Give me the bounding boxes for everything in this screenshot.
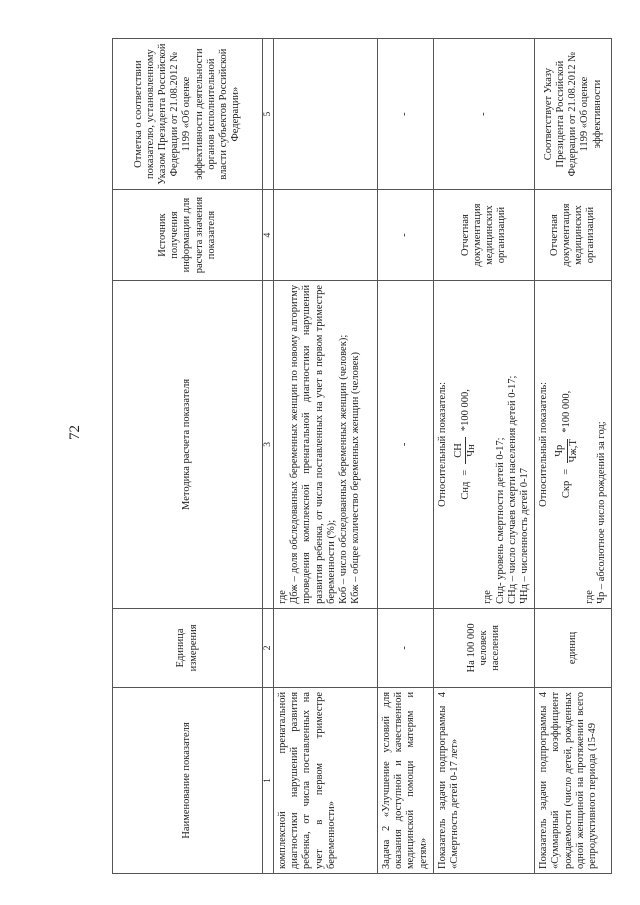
row1-unit <box>274 608 378 687</box>
row3-mark: - <box>433 39 534 190</box>
row4-multiplier: *100 000, <box>561 390 573 433</box>
row4-denominator: Чж,Т <box>567 439 579 463</box>
col-number-4: 4 <box>263 190 274 281</box>
row4-fraction <box>554 439 579 463</box>
row1-name: комплексной пренатальной диагностики нарушений развития ребенка, от числа поставленных на учет в первом триместре беременности» <box>274 687 378 873</box>
header-indicator-name: Наименование показателя <box>113 687 263 873</box>
row4-lhs: Скр <box>561 480 573 499</box>
row3-numerator: СН <box>453 437 466 464</box>
row3-source: Отчетная документация медицинских организаций <box>433 190 534 281</box>
row3-lhs: Снд <box>459 481 471 500</box>
row3-name: Показатель задачи подпрограммы 4 «Смертность детей 0-17 лет» <box>433 687 534 873</box>
row4-caption: Относительный показатель: <box>538 381 550 507</box>
row1-def-1: Дбж – доля обследованных беременных женщин по новому алгоритму проведения комплексной пренатальной диагностики нарушений развития ребенка, от числа поставленных на учет в первом триместре беременности (%); <box>289 284 337 604</box>
header-source: Источник получения информации для расчета значения показателя <box>113 190 263 281</box>
row3-unit: На 100 000 человек населения <box>433 608 534 687</box>
row3-formula <box>453 285 478 604</box>
row3-caption: Относительный показатель: <box>436 381 448 507</box>
row3-def-1: Снд- уровень смертности детей 0-17; <box>494 437 506 604</box>
row4-gde: где <box>583 590 595 604</box>
header-unit: Единица измерения <box>113 608 263 687</box>
row1-mark <box>274 39 378 190</box>
col-number-3: 3 <box>263 280 274 608</box>
row1-def-3: Кбж – общее количество беременных женщин (человек) <box>350 351 362 604</box>
page-number: 72 <box>67 425 83 440</box>
row3-def-2: СНд – число случаев смерти населения детей 0-17; <box>506 375 518 604</box>
row4-def-1: Чр – абсолютное число рождений за год; <box>596 421 608 604</box>
row3-multiplier: *100 000, <box>459 389 471 432</box>
row3-method <box>433 280 534 608</box>
row3-def-3: ЧНд – численность детей 0-17 <box>519 467 531 604</box>
table-row <box>535 39 612 874</box>
row4-numerator: Чр <box>554 439 567 463</box>
col-number-5: 5 <box>263 39 274 190</box>
row1-gde: где <box>277 590 288 604</box>
rotated-table-stage <box>112 38 608 874</box>
row4-formula <box>554 285 579 604</box>
header-mark: Отметка о соответствии показателю, установленному Указом Президента Российской Федерации от 21.08.2012 № 1199 «Об оценке эффективности деятельности органов исполнительной власти субъектов Российской Федерации» <box>113 39 263 190</box>
row4-method <box>535 280 612 608</box>
row3-gde: где <box>482 590 494 604</box>
row1-source <box>274 190 378 281</box>
row1-def-2: Коб – число обследованных беременных женщин (человек); <box>338 334 350 604</box>
row1-method <box>274 280 378 608</box>
row2-method: - <box>378 280 434 608</box>
header-method: Методика расчета показателя <box>113 280 263 608</box>
row3-denominator: Чн <box>466 444 478 457</box>
row4-source: Отчетная документация медицинских организаций <box>535 190 612 281</box>
row2-source: - <box>378 190 434 281</box>
row2-unit: - <box>378 608 434 687</box>
row3-eq: = <box>459 469 471 476</box>
col-number-2: 2 <box>263 608 274 687</box>
row2-mark: - <box>378 39 434 190</box>
row4-mark: Соответствует Указу Президента Российской Федерации от 21.08.2012 № 1199 «Об оценке эффективности <box>535 39 612 190</box>
row3-fraction <box>453 437 478 464</box>
row4-unit: единиц <box>535 608 612 687</box>
indicators-table <box>112 38 612 874</box>
table-row <box>378 39 434 874</box>
row4-name: Показатель задачи подпрограммы 4 «Суммарный коэффициент рождаемости (число детей, рожденных одной женщиной на протяжении всего репродуктивного периода (15-49 <box>535 687 612 873</box>
table-row <box>274 39 378 874</box>
col-number-1: 1 <box>263 687 274 873</box>
table-row <box>433 39 534 874</box>
row4-eq: = <box>561 468 573 475</box>
row2-name: Задача 2 «Улучшение условий для оказания доступной и качественной медицинской помощи матерям и детям» <box>378 687 434 873</box>
